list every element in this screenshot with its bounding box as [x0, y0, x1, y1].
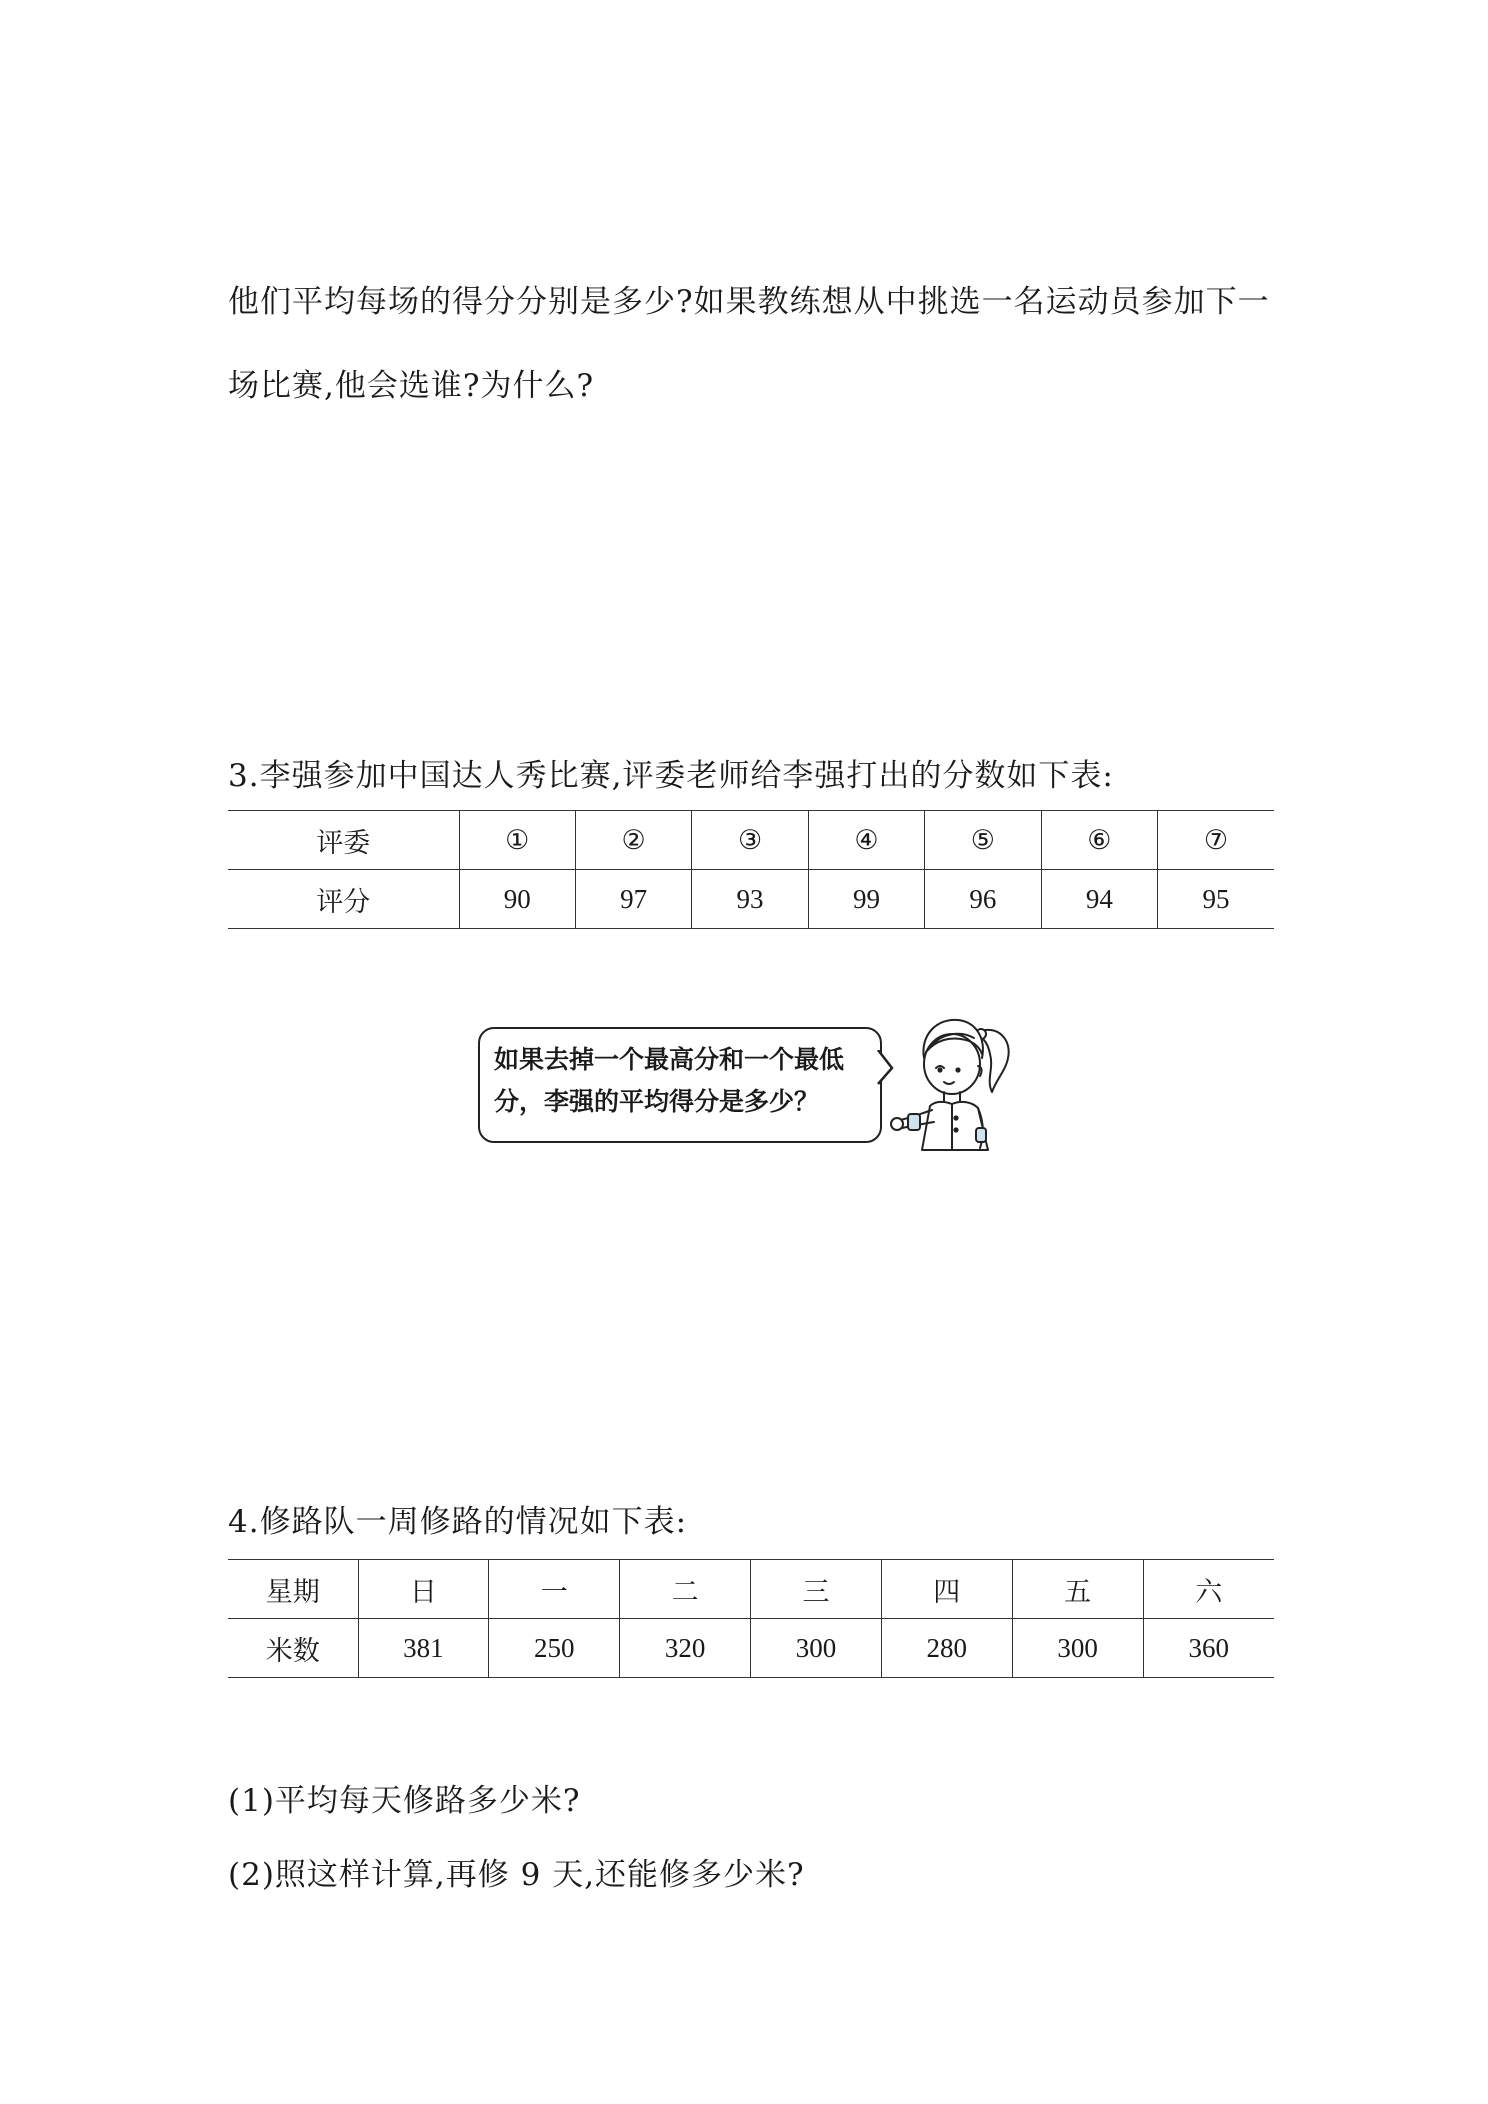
row-header-score: 评分: [228, 870, 459, 929]
meters-cell: 300: [751, 1619, 882, 1678]
meters-cell: 300: [1012, 1619, 1143, 1678]
speech-bubble: [478, 1027, 882, 1143]
score-cell: 97: [575, 870, 691, 929]
day-cell: 二: [620, 1560, 751, 1619]
judge-cell: ④: [808, 811, 924, 870]
judge-cell: ②: [575, 811, 691, 870]
day-cell: 四: [881, 1560, 1012, 1619]
row-header-meters: 米数: [228, 1619, 358, 1678]
table-row: [228, 870, 1274, 929]
row-header-judge: 评委: [228, 811, 459, 870]
road-repair-table: [228, 1559, 1274, 1678]
judge-cell: ⑤: [925, 811, 1041, 870]
girl-illustration: [880, 1010, 1030, 1160]
problem4-question2: (2)照这样计算,再修 9 天,还能修多少米?: [228, 1857, 805, 1893]
problem3-statement: 3.李强参加中国达人秀比赛,评委老师给李强打出的分数如下表:: [228, 758, 1114, 794]
speech-bubble-text: 如果去掉一个最高分和一个最低 分，李强的平均得分是多少？: [494, 1045, 845, 1116]
meters-cell: 250: [489, 1619, 620, 1678]
problem4-statement: 4.修路队一周修路的情况如下表:: [228, 1504, 688, 1540]
day-cell: 三: [751, 1560, 882, 1619]
meters-cell: 320: [620, 1619, 751, 1678]
meters-cell: 280: [881, 1619, 1012, 1678]
meters-cell: 360: [1143, 1619, 1274, 1678]
day-cell: 日: [358, 1560, 489, 1619]
judge-cell: ③: [692, 811, 808, 870]
score-cell: 94: [1041, 870, 1157, 929]
score-cell: 95: [1158, 870, 1274, 929]
problem2-text-line1: 他们平均每场的得分分别是多少?如果教练想从中挑选一名运动员参加下一: [228, 284, 1270, 320]
judge-cell: ⑦: [1158, 811, 1274, 870]
row-header-day: 星期: [228, 1560, 358, 1619]
problem4-question1: (1)平均每天修路多少米?: [228, 1783, 581, 1819]
day-cell: 一: [489, 1560, 620, 1619]
table-row: [228, 811, 1274, 870]
judge-cell: ⑥: [1041, 811, 1157, 870]
score-cell: 90: [459, 870, 575, 929]
score-cell: 96: [925, 870, 1041, 929]
score-cell: 93: [692, 870, 808, 929]
day-cell: 六: [1143, 1560, 1274, 1619]
day-cell: 五: [1012, 1560, 1143, 1619]
judge-cell: ①: [459, 811, 575, 870]
table-row: [228, 1560, 1274, 1619]
score-cell: 99: [808, 870, 924, 929]
judge-score-table: [228, 810, 1274, 929]
table-row: [228, 1619, 1274, 1678]
problem2-text-line2: 场比赛,他会选谁?为什么?: [228, 368, 595, 404]
meters-cell: 381: [358, 1619, 489, 1678]
